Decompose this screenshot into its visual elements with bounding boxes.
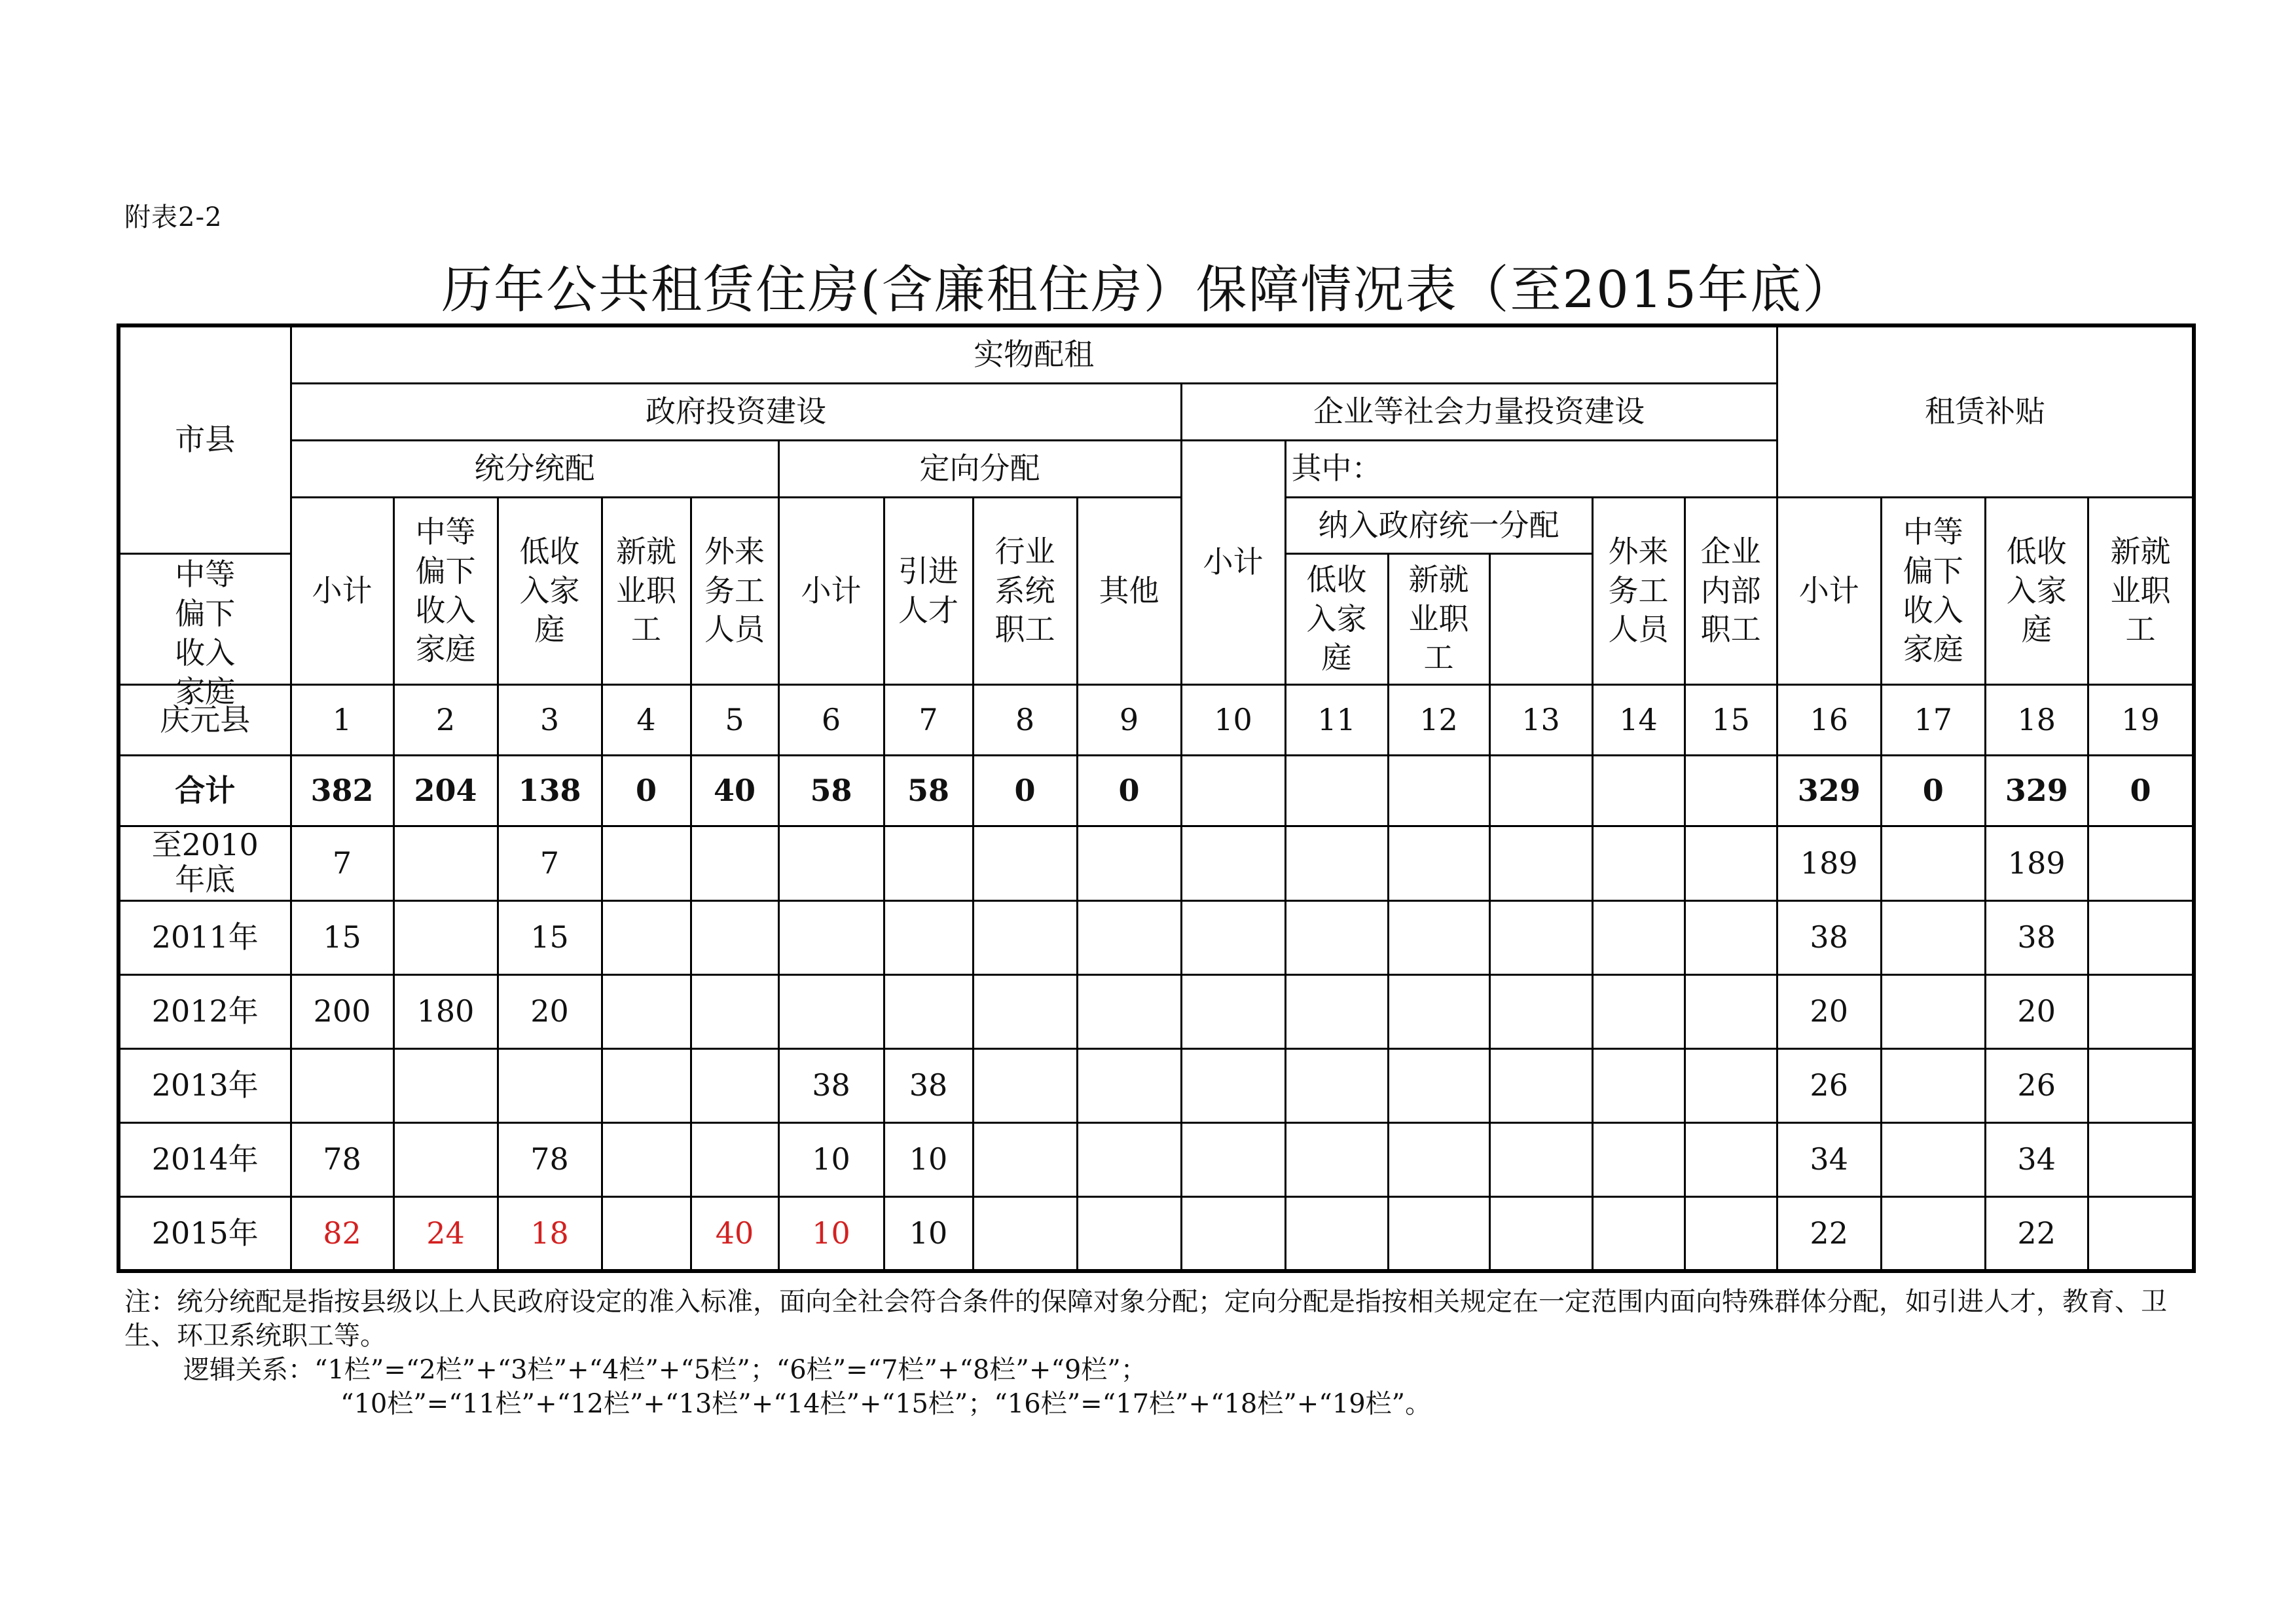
table-row <box>118 1048 2194 1122</box>
note-line-3: “10栏”=“11栏”+“12栏”+“13栏”+“14栏”+“15栏”；“16栏”=“17栏”+“18栏”+“19栏”。 <box>340 1389 1432 1419</box>
cell <box>1181 974 1285 1048</box>
cell <box>1077 900 1181 974</box>
header-col-16: 小计 <box>1777 497 1881 684</box>
cell <box>602 900 691 974</box>
note-line-2: 逻辑关系：“1栏”=“2栏”+“3栏”+“4栏”+“5栏”；“6栏”=“7栏”+“8栏”+“9栏”； <box>183 1355 1147 1385</box>
cell <box>1685 1048 1777 1122</box>
cell <box>1592 974 1685 1048</box>
header-incl-gov-unified: 纳入政府统一分配 <box>1285 497 1592 553</box>
row-label: 2011年 <box>118 900 291 974</box>
cell <box>1388 756 1489 826</box>
cell: 382 <box>291 756 393 826</box>
cell <box>973 900 1077 974</box>
cell <box>1592 1123 1685 1197</box>
cell: 19 <box>2088 685 2194 756</box>
cell: 5 <box>691 685 778 756</box>
cell: 10 <box>1181 685 1285 756</box>
cell: 189 <box>1777 826 1881 900</box>
table-row <box>118 1123 2194 1197</box>
cell <box>1592 826 1685 900</box>
cell: 180 <box>393 974 498 1048</box>
cell <box>1489 756 1592 826</box>
cell: 7 <box>884 685 973 756</box>
cell: 11 <box>1285 685 1388 756</box>
header-col-7 <box>884 497 973 684</box>
cell: 4 <box>602 685 691 756</box>
cell: 10 <box>884 1123 973 1197</box>
cell: 34 <box>1777 1123 1881 1197</box>
cell <box>2088 1048 2194 1122</box>
cell <box>1881 974 1985 1048</box>
row-label <box>118 826 291 900</box>
header-col-14-label: 外来务工人员 <box>1608 533 1669 648</box>
cell: 204 <box>393 756 498 826</box>
header-col-1: 小计 <box>291 497 393 684</box>
cell <box>1685 1197 1777 1271</box>
cell <box>691 826 778 900</box>
cell <box>1685 1123 1777 1197</box>
cell: 13 <box>1489 685 1592 756</box>
cell <box>1388 826 1489 900</box>
cell: 17 <box>1881 685 1985 756</box>
cell: 0 <box>973 756 1077 826</box>
cell: 10 <box>884 1197 973 1271</box>
cell <box>1881 1048 1985 1122</box>
cell: 329 <box>1777 756 1881 826</box>
cell <box>1881 900 1985 974</box>
header-col-15-label: 企业内部职工 <box>1700 533 1761 648</box>
header-col-8 <box>973 497 1077 684</box>
header-col-3-label: 低收入家庭 <box>519 533 580 648</box>
cell: 15 <box>291 900 393 974</box>
cell-highlight: 10 <box>778 1197 884 1271</box>
header-col-11 <box>118 553 291 710</box>
cell <box>1077 1048 1181 1122</box>
header-col-14 <box>1592 497 1685 684</box>
header-col-19-label: 新就业职工 <box>2110 533 2171 648</box>
cell <box>1685 900 1777 974</box>
cell <box>602 826 691 900</box>
cell: 138 <box>498 756 602 826</box>
cell: 10 <box>778 1123 884 1197</box>
cell <box>1285 900 1388 974</box>
header-col-3 <box>498 497 602 684</box>
cell: 0 <box>2088 756 2194 826</box>
table-row <box>118 826 2194 900</box>
header-col-4-label: 新就业职工 <box>616 533 676 648</box>
table-row <box>118 1197 2194 1271</box>
cell: 38 <box>1777 900 1881 974</box>
cell <box>1489 826 1592 900</box>
cell: 0 <box>602 756 691 826</box>
cell <box>1881 1197 1985 1271</box>
cell <box>1388 1197 1489 1271</box>
header-col-17 <box>1881 497 1985 684</box>
row-label: 2012年 <box>118 974 291 1048</box>
cell <box>393 1048 498 1122</box>
cell: 58 <box>884 756 973 826</box>
cell <box>884 826 973 900</box>
header-col-4 <box>602 497 691 684</box>
header-col-11-label: 中等偏下收入家庭 <box>175 557 236 710</box>
cell <box>1181 826 1285 900</box>
cell: 7 <box>498 826 602 900</box>
cell <box>973 974 1077 1048</box>
header-rent-subsidy: 租赁补贴 <box>1777 325 2194 497</box>
header-col-19 <box>2088 497 2194 684</box>
cell-highlight: 18 <box>498 1197 602 1271</box>
header-col-8-label: 行业系统职工 <box>994 533 1055 648</box>
index-row <box>118 685 2194 756</box>
row-label: 庆元县 <box>118 685 291 756</box>
table-row <box>118 900 2194 974</box>
cell: 14 <box>1592 685 1685 756</box>
cell: 26 <box>1985 1048 2088 1122</box>
cell <box>1489 1123 1592 1197</box>
cell: 38 <box>778 1048 884 1122</box>
cell: 189 <box>1985 826 2088 900</box>
cell: 329 <box>1985 756 2088 826</box>
header-enterprise-subtotal: 小计 <box>1181 440 1285 684</box>
cell: 15 <box>1685 685 1777 756</box>
row-label: 2015年 <box>118 1197 291 1271</box>
cell-highlight: 40 <box>691 1197 778 1271</box>
header-col-13 <box>1388 553 1489 684</box>
cell <box>973 1123 1077 1197</box>
cell: 18 <box>1985 685 2088 756</box>
cell-highlight: 82 <box>291 1197 393 1271</box>
cell <box>2088 1197 2194 1271</box>
cell <box>1181 1197 1285 1271</box>
cell <box>2088 826 2194 900</box>
header-col-2 <box>393 497 498 684</box>
cell <box>1077 974 1181 1048</box>
cell-highlight: 24 <box>393 1197 498 1271</box>
row-label: 合计 <box>118 756 291 826</box>
header-enterprise-investment: 企业等社会力量投资建设 <box>1181 383 1777 440</box>
cell <box>973 1048 1077 1122</box>
header-col-12 <box>1285 553 1388 684</box>
cell <box>1077 826 1181 900</box>
cell <box>2088 974 2194 1048</box>
cell: 22 <box>1985 1197 2088 1271</box>
row-label-text: 至2010年底 <box>151 827 259 898</box>
cell <box>393 1123 498 1197</box>
cell: 22 <box>1777 1197 1881 1271</box>
header-col-18-label: 低收入家庭 <box>2006 533 2067 648</box>
cell: 38 <box>1985 900 2088 974</box>
cell: 26 <box>1777 1048 1881 1122</box>
cell: 78 <box>498 1123 602 1197</box>
header-col-18 <box>1985 497 2088 684</box>
cell <box>1181 1048 1285 1122</box>
header-col-13-label: 新就业职工 <box>1408 561 1469 676</box>
row-label: 2014年 <box>118 1123 291 1197</box>
cell <box>973 826 1077 900</box>
cell <box>291 1048 393 1122</box>
cell <box>884 974 973 1048</box>
cell <box>2088 1123 2194 1197</box>
cell: 16 <box>1777 685 1881 756</box>
cell <box>1285 1048 1388 1122</box>
cell: 1 <box>291 685 393 756</box>
cell: 15 <box>498 900 602 974</box>
cell: 78 <box>291 1123 393 1197</box>
header-col-5 <box>691 497 778 684</box>
cell <box>602 1123 691 1197</box>
notes <box>124 1285 2193 1421</box>
header-gov-investment: 政府投资建设 <box>291 383 1181 440</box>
cell <box>1592 1197 1685 1271</box>
cell <box>1388 1048 1489 1122</box>
cell <box>691 900 778 974</box>
cell: 3 <box>498 685 602 756</box>
header-directed: 定向分配 <box>778 440 1181 497</box>
page-title: 历年公共租赁住房(含廉租住房）保障情况表（至2015年底） <box>441 261 1855 320</box>
cell: 20 <box>1985 974 2088 1048</box>
cell <box>973 1197 1077 1271</box>
cell <box>1285 1197 1388 1271</box>
cell: 200 <box>291 974 393 1048</box>
cell <box>778 826 884 900</box>
header-col-6: 小计 <box>778 497 884 684</box>
cell <box>1592 756 1685 826</box>
cell <box>1592 1048 1685 1122</box>
cell: 0 <box>1077 756 1181 826</box>
cell <box>1181 900 1285 974</box>
cell <box>1285 826 1388 900</box>
table-row <box>118 974 2194 1048</box>
cell <box>1181 1123 1285 1197</box>
cell <box>1685 974 1777 1048</box>
cell <box>498 1048 602 1122</box>
cell: 12 <box>1388 685 1489 756</box>
cell <box>602 1197 691 1271</box>
header-col-2-label: 中等偏下收入家庭 <box>415 513 476 667</box>
cell <box>1388 1123 1489 1197</box>
cell <box>1181 756 1285 826</box>
cell: 0 <box>1881 756 1985 826</box>
header-physical-rent: 实物配租 <box>291 325 1777 383</box>
header-col-5-label: 外来务工人员 <box>704 533 765 648</box>
page-label: 附表2-2 <box>124 202 223 232</box>
cell <box>1881 826 1985 900</box>
cell: 58 <box>778 756 884 826</box>
cell <box>1388 900 1489 974</box>
cell <box>1489 900 1592 974</box>
cell <box>1285 756 1388 826</box>
row-label: 2013年 <box>118 1048 291 1122</box>
cell <box>1285 974 1388 1048</box>
housing-table <box>117 323 2196 1273</box>
cell <box>1881 1123 1985 1197</box>
cell <box>1489 1048 1592 1122</box>
cell <box>1077 1123 1181 1197</box>
header-of-which: 其中： <box>1285 440 1777 497</box>
cell: 6 <box>778 685 884 756</box>
cell: 8 <box>973 685 1077 756</box>
header-col-12-label: 低收入家庭 <box>1306 561 1367 676</box>
cell <box>393 826 498 900</box>
cell <box>1489 1197 1592 1271</box>
cell: 9 <box>1077 685 1181 756</box>
cell <box>691 1048 778 1122</box>
cell <box>691 1123 778 1197</box>
cell <box>1388 974 1489 1048</box>
cell: 7 <box>291 826 393 900</box>
header-unified: 统分统配 <box>291 440 778 497</box>
cell <box>1489 974 1592 1048</box>
note-line-1: 注：统分统配是指按县级以上人民政府设定的准入标准，面向全社会符合条件的保障对象分配；定向分配是指按相关规定在一定范围内面向特殊群体分配，如引进人才，教育、卫生、环卫系统职工等。 <box>124 1287 2167 1351</box>
cell: 20 <box>498 974 602 1048</box>
cell <box>602 1048 691 1122</box>
cell <box>1592 900 1685 974</box>
header-col-9: 其他 <box>1077 497 1181 684</box>
total-row <box>118 756 2194 826</box>
cell <box>691 974 778 1048</box>
cell <box>2088 900 2194 974</box>
header-col-7-label: 引进人才 <box>898 553 958 628</box>
cell <box>884 900 973 974</box>
cell: 34 <box>1985 1123 2088 1197</box>
cell <box>1285 1123 1388 1197</box>
cell <box>393 900 498 974</box>
header-county: 市县 <box>118 325 291 553</box>
cell: 2 <box>393 685 498 756</box>
cell <box>778 974 884 1048</box>
cell <box>778 900 884 974</box>
cell: 38 <box>884 1048 973 1122</box>
cell <box>1077 1197 1181 1271</box>
cell <box>1685 756 1777 826</box>
cell: 40 <box>691 756 778 826</box>
cell <box>602 974 691 1048</box>
header-col-15 <box>1685 497 1777 684</box>
cell <box>1685 826 1777 900</box>
cell: 20 <box>1777 974 1881 1048</box>
header-col-17-label: 中等偏下收入家庭 <box>1903 513 1963 667</box>
